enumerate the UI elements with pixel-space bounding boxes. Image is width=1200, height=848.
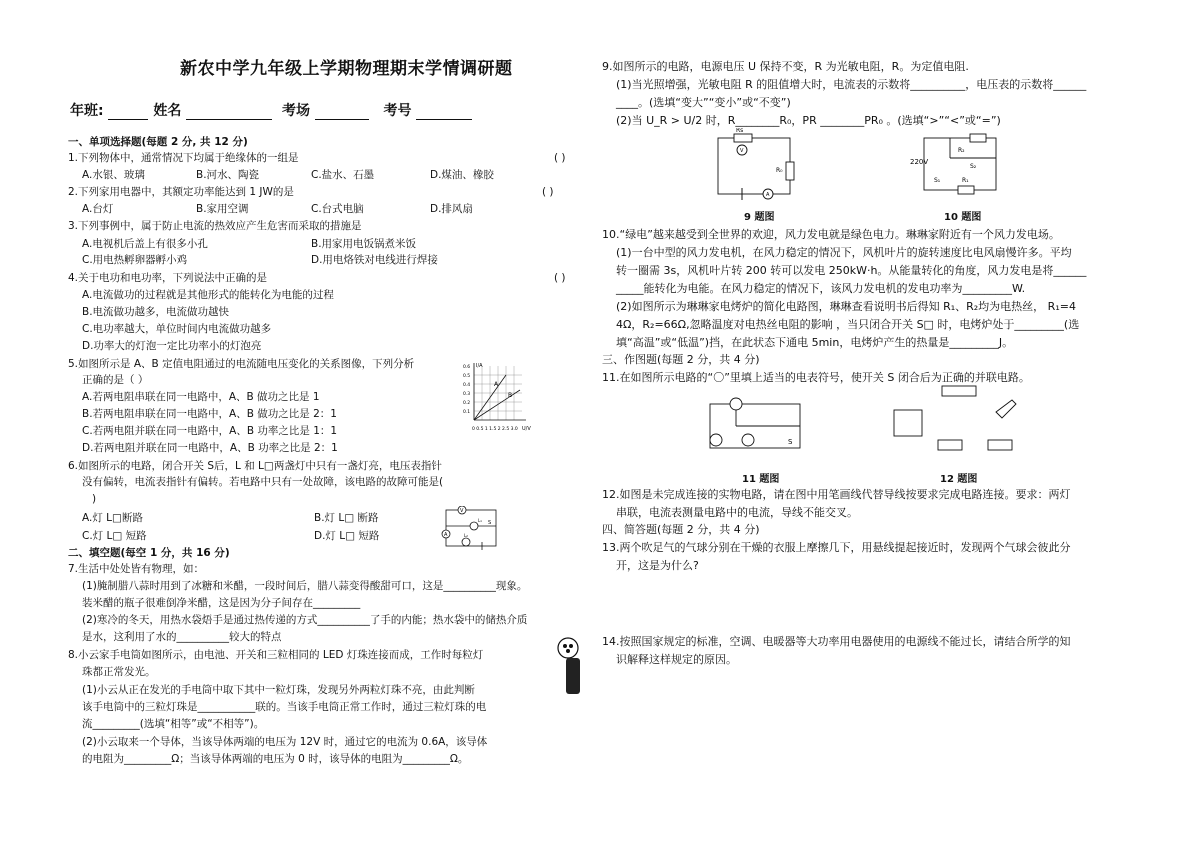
left-text-line: (2)寒冷的冬天，用热水袋焐手是通过热传递的方式__________了手的内能；热水袋中的储热介质 <box>82 614 528 626</box>
f10-s1-label: S₁ <box>934 177 941 184</box>
left-text-line: B.家用空调 <box>196 203 249 215</box>
ammeter-device-icon <box>894 410 922 436</box>
f9-rs-label: Rs <box>736 128 744 134</box>
left-text-line: A.灯 L□断路 <box>82 512 143 524</box>
lamp-l2-icon <box>462 538 470 546</box>
left-text-line: 没有偏转，电流表指针有偏转。若电路中只有一处故障，该电路的故障可能是( <box>82 476 444 488</box>
f9-a-label: A <box>766 192 770 198</box>
right-text-line: 转一圈需 3s，风机叶片转 200 转可以发电 250kW·h。从能量转化的角度，风力发电是将______ <box>616 264 1087 277</box>
graph-y-tick-04: 0.4 <box>463 383 471 388</box>
right-text-line: 四、简答题(每题 2 分，共 4 分) <box>602 523 760 536</box>
graph-y-label: I/A <box>476 363 483 369</box>
q9-circuit-figure <box>712 128 802 200</box>
left-text-line: 4.关于电功和电功率，下列说法中正确的是 <box>68 272 268 284</box>
switch-icon <box>996 400 1016 418</box>
flashlight-body-icon <box>566 658 580 694</box>
graph-b-label: B <box>508 392 513 399</box>
number-blank[interactable] <box>416 105 472 120</box>
f6-v-label: V <box>460 508 464 514</box>
right-text-line: (2)如图所示为琳琳家电烤炉的简化电路图，琳琳查看说明书后得知 R₁、R₂均为电热丝， R₁=4 <box>616 300 1076 313</box>
fixed-resistor-icon <box>786 162 794 180</box>
graph-x-label: U/V <box>522 426 531 432</box>
left-text-line: 2.下列家用电器中，其额定功率能达到 1 JW的是 <box>68 186 294 198</box>
answer-bracket[interactable]: ( ) <box>542 186 554 198</box>
left-text-line: D.若两电阻并联在同一电路中，A、B 功率之比是 2：1 <box>82 442 338 454</box>
iu-graph-figure <box>462 360 536 434</box>
left-text-line: A.水银、玻璃 <box>82 169 145 181</box>
class-label: 年班: <box>70 103 104 119</box>
left-text-line: B.灯 L□ 断路 <box>314 512 379 524</box>
f6-l1-label: L₁ <box>478 518 482 523</box>
f6-s-label: S <box>488 520 492 526</box>
left-text-line: 该手电筒中的三粒灯珠是___________联的。当该手电筒正常工作时，通过三粒灯珠的电 <box>82 701 487 713</box>
q10-circuit-figure <box>910 128 1010 200</box>
graph-a-label: A <box>494 381 499 388</box>
name-blank[interactable] <box>186 105 272 120</box>
graph-line-b <box>474 390 520 420</box>
lamp-holder-2-icon <box>988 440 1012 450</box>
resistor-r2-icon <box>970 134 986 142</box>
resistor-r1-icon <box>958 186 974 194</box>
lamp-l1-icon <box>470 522 478 530</box>
left-text-line: 3.下列事例中，属于防止电流的热效应产生危害而采取的措施是 <box>68 220 362 232</box>
number-label: 考号 <box>383 103 412 119</box>
right-text-line: 三、作图题(每题 2 分，共 4 分) <box>602 353 760 366</box>
name-label: 姓名 <box>153 103 182 119</box>
left-text-line: D.用电烙铁对电线进行焊接 <box>311 254 438 266</box>
meter-slot-top-icon <box>730 398 742 410</box>
left-text-line: D.煤油、橡胶 <box>430 169 494 181</box>
left-text-line: B.电流做功越多，电流做功越快 <box>82 306 230 318</box>
meter-slot-mid-icon <box>742 434 754 446</box>
figure-10-caption: 10 题图 <box>944 212 982 223</box>
meter-slot-left-icon <box>710 434 722 446</box>
left-text-line: 5.如图所示是 A、B 定值电阻通过的电流随电压变化的关系图像，下列分析 <box>68 358 415 370</box>
f10-r1-label: R₁ <box>962 177 969 184</box>
figure-9-caption: 9 题图 <box>744 212 775 223</box>
left-text-line: 一、单项选择题(每题 2 分, 共 12 分) <box>68 136 248 148</box>
left-text-line: 的电阻为_________Ω；当该导体两端的电压为 0 时，该导体的电阻为_________Ω。 <box>82 753 469 765</box>
left-text-line: 珠都正常发光。 <box>82 666 156 678</box>
left-text-line: C.若两电阻并联在同一电路中，A、B 功率之比是 1：1 <box>82 425 338 437</box>
left-text-line: 正确的是（ ） <box>82 374 149 386</box>
answer-bracket[interactable]: ( ) <box>554 152 566 164</box>
figure-11-caption: 11 题图 <box>742 474 780 485</box>
left-text-line: ) <box>92 493 97 505</box>
right-text-line: 13.两个吹足气的气球分别在干燥的衣服上摩擦几下，用悬线提起接近时，发现两个气球会彼此分 <box>602 541 1071 554</box>
left-text-line: 6.如图所示的电路，闭合开关 S后，L 和 L□两盏灯中只有一盏灯亮，电压表指针 <box>68 460 442 472</box>
right-text-line: 11.在如图所示电路的“〇”里填上适当的电表符号，使开关 S 闭合后为正确的并联电路。 <box>602 371 1030 384</box>
f9-v-label: V <box>740 148 744 154</box>
f10-s2-label: S₂ <box>970 163 977 170</box>
right-text-line: 串联，电流表测量电路中的电流，导线不能交叉。 <box>616 506 858 519</box>
left-text-line: B.河水、陶瓷 <box>196 169 260 181</box>
q12-physical-circuit-figure <box>888 384 1028 464</box>
room-label: 考场 <box>281 103 310 119</box>
left-text-line: A.电视机后盖上有很多小孔 <box>82 238 208 250</box>
left-text-line: 1.下列物体中，通常情况下均属于绝缘体的一组是 <box>68 152 299 164</box>
left-text-line: (1)小云从正在发光的手电筒中取下其中一粒灯珠，发现另外两粒灯珠不亮，由此判断 <box>82 684 475 696</box>
graph-y-tick-06: 0.6 <box>463 365 471 370</box>
left-text-line: 装米醋的瓶子很难倒净米醋，这是因为分子间存在_________ <box>82 597 361 609</box>
page-title: 新农中学九年级上学期物理期末学情调研题 <box>180 59 513 79</box>
left-text-line: 7.生活中处处皆有物理，如： <box>68 563 205 575</box>
right-text-line: ____。(选填“变大”“变小”或“不变”) <box>616 96 791 109</box>
led-head-icon <box>558 638 578 658</box>
photoresistor-icon <box>734 134 752 142</box>
graph-y-tick-01: 0.1 <box>463 410 471 415</box>
right-text-line: 9.如图所示的电路，电源电压 U 保持不变，R 为光敏电阻，R。为定值电阻. <box>602 60 969 73</box>
left-text-line: B.若两电阻串联在同一电路中，A、B 做功之比是 2：1 <box>82 408 337 420</box>
left-text-line: (2)小云取来一个导体，当该导体两端的电压为 12V 时，通过它的电流为 0.6A，该导体 <box>82 736 488 748</box>
left-text-line: C.盐水、石墨 <box>311 169 375 181</box>
right-text-line: (2)当 U_R > U/2 时，R________R₀，PR ________PR₀ 。(选填“>”“<”或“=”) <box>616 114 1001 127</box>
right-text-line: _____能转化为电能。在风力稳定的情况下，该风力发电机的发电功率为_________W. <box>616 282 1026 295</box>
left-text-line: C.灯 L□ 短路 <box>82 530 147 542</box>
flashlight-figure <box>552 636 594 698</box>
right-text-line: (1)当光照增强，光敏电阻 R 的阻值增大时，电流表的示数将__________，电压表的示数将______ <box>616 78 1087 91</box>
f9-ro-label: R₀ <box>776 167 783 174</box>
right-text-line: 4Ω，R₂=66Ω,忽略温度对电热丝电阻的影响 ，当只闭合开关 S□ 时，电烤炉处于_________(选 <box>616 318 1080 331</box>
left-text-line: 流_________(选填“相等”或“不相等”)。 <box>82 718 265 730</box>
left-text-line: C.电功率越大，单位时间内电流做功越多 <box>82 323 272 335</box>
graph-y-tick-02: 0.2 <box>463 401 471 406</box>
left-text-line: 8.小云家手电筒如图所示，由电池、开关和三粒相同的 LED 灯珠连接而成，工作时每粒灯 <box>68 649 484 661</box>
figure-12-caption: 12 题图 <box>940 474 978 485</box>
right-text-line: 14.按照国家规定的标准，空调、电暖器等大功率用电器使用的电源线不能过长，请结合所学的知 <box>602 635 1071 648</box>
left-text-line: A.台灯 <box>82 203 114 215</box>
f6-a-label: A <box>444 532 448 538</box>
graph-x-ticks: 0 0.5 1 1.5 2 2.5 3.0 <box>472 427 518 432</box>
graph-y-tick-03: 0.3 <box>463 392 471 397</box>
f10-r2-label: R₂ <box>958 147 965 154</box>
right-text-line: 开，这是为什么? <box>616 559 699 572</box>
right-text-line: 识解释这样规定的原因。 <box>616 653 737 666</box>
right-text-line: 12.如图是未完成连接的实物电路，请在图中用笔画线代替导线按要求完成电路连接。要求：两灯 <box>602 488 1071 501</box>
left-text-line: C.台式电脑 <box>311 203 364 215</box>
left-text-line: D.排风扇 <box>430 203 473 215</box>
left-text-line: D.功率大的灯泡一定比功率小的灯泡亮 <box>82 340 262 352</box>
battery-box-icon <box>942 386 976 396</box>
left-text-line: 二、填空题(每空 1 分，共 16 分) <box>68 547 230 559</box>
right-text-line: (1)一台中型的风力发电机，在风力稳定的情况下，风机叶片的旋转速度比电风扇慢许多。平均 <box>616 246 1072 259</box>
left-text-line: A.若两电阻串联在同一电路中，A、B 做功之比是 1 <box>82 391 320 403</box>
right-text-line: 10.“绿电”越来越受到全世界的欢迎，风力发电就是绿色电力。琳琳家附近有一个风力发电场。 <box>602 228 1060 241</box>
left-text-line: A.电流做功的过程就是其他形式的能转化为电能的过程 <box>82 289 334 301</box>
q11-circuit-figure <box>702 390 812 456</box>
room-blank[interactable] <box>315 105 369 120</box>
student-info-line <box>70 100 472 120</box>
left-text-line: D.灯 L□ 短路 <box>314 530 380 542</box>
right-text-line: 填“高温”或“低温”)挡，在此状态下通电 5min，电烤炉产生的热量是_________J。 <box>616 336 1014 349</box>
f6-l2-label: L₂ <box>464 533 468 538</box>
graph-y-tick-05: 0.5 <box>463 374 471 379</box>
left-text-line: B.用家用电饭锅煮米饭 <box>311 238 417 250</box>
f11-s-label: S <box>788 438 793 446</box>
left-text-line: 是水，这利用了水的__________较大的特点 <box>82 631 282 643</box>
f10-220-label: 220V <box>910 158 929 166</box>
class-blank[interactable] <box>108 105 148 120</box>
left-text-line: (1)腌制腊八蒜时用到了冰糖和米醋，一段时间后，腊八蒜变得酸甜可口，这是__________现象。 <box>82 580 528 592</box>
q6-circuit-figure <box>436 506 506 552</box>
lamp-holder-1-icon <box>938 440 962 450</box>
answer-bracket[interactable]: ( ) <box>554 272 566 284</box>
left-text-line: C.用电热孵卵器孵小鸡 <box>82 254 188 266</box>
